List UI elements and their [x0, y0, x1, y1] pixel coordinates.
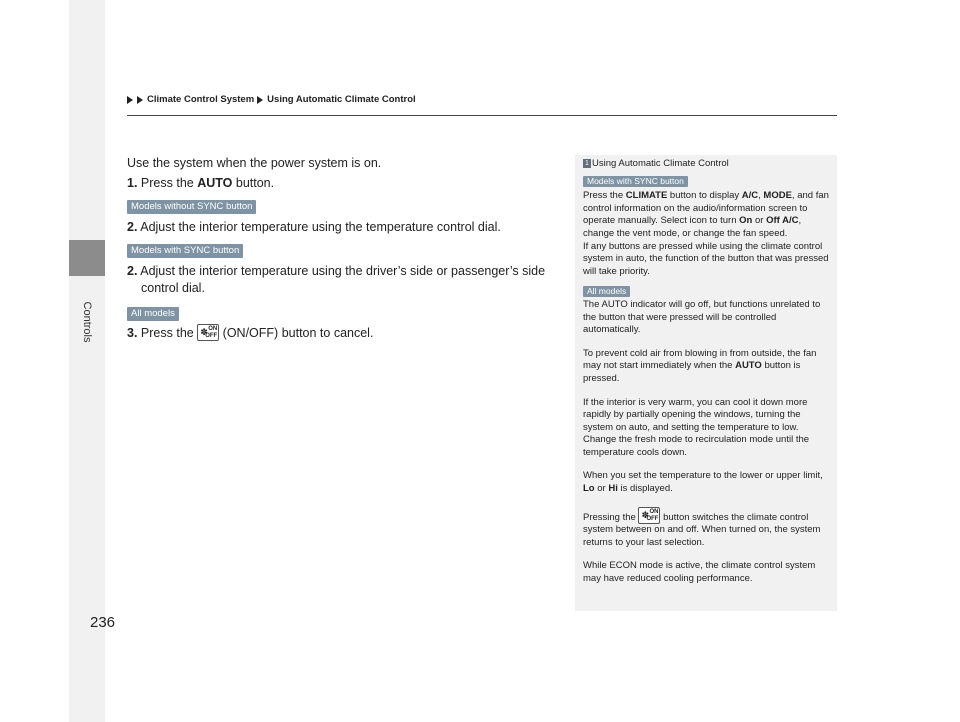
- breadcrumb: [127, 94, 416, 105]
- header-rule: [127, 115, 837, 116]
- models-badge: All models: [583, 286, 630, 297]
- models-badge: All models: [127, 307, 179, 321]
- side-tab-marker: [69, 240, 105, 276]
- note-paragraph: When you set the temperature to the lower or upper limit, Lo or Hi is displayed.: [583, 470, 823, 495]
- note-title: 1 Using Automatic Climate Control: [583, 158, 829, 171]
- on-off-button-icon: ✽ ON OFF: [197, 324, 219, 341]
- breadcrumb-arrow-icon: [127, 96, 133, 104]
- note-paragraph: If the interior is very warm, you can cool it down more rapidly by partially opening the windows, turning the system on auto, and setting the temperature to low. Change the fresh mode to recirculation mode until the temperature cools down.: [583, 396, 810, 458]
- note-paragraph: While ECON mode is active, the climate control system may have reduced cooling performance.: [583, 560, 816, 585]
- step-3: 3. Press the ✽ ON OFF (ON/OFF) button to cancel.: [127, 326, 374, 340]
- main-content: [127, 155, 567, 342]
- note-paragraph: If any buttons are pressed while using the climate control system in auto, the function of the button that was pressed will take priority.: [583, 240, 829, 277]
- step-1: 1. Press the AUTO button.: [127, 176, 275, 190]
- breadcrumb-arrow-icon: [137, 96, 143, 104]
- note-paragraph: The AUTO indicator will go off, but functions unrelated to the button that were pressed will be controlled automatically.: [583, 298, 821, 336]
- models-badge: Models without SYNC button: [127, 200, 256, 214]
- note-paragraph: Press the CLIMATE button to display A/C, MODE, and fan control information on the audio/information screen to operate manually. Select icon to turn On or Off A/C, change the vent mode, or change the fan speed.: [583, 190, 829, 239]
- on-off-button-icon: ✽ ON OFF: [638, 507, 660, 524]
- fan-icon: ✽: [200, 327, 208, 337]
- breadcrumb-item[interactable]: Using Automatic Climate Control: [267, 94, 416, 105]
- note-paragraph: Pressing the ✽ ON OFF button switches the climate control system between on and off. When turned on, the system returns to your last selection.: [583, 508, 821, 548]
- side-note: [575, 155, 837, 611]
- models-badge: Models with SYNC button: [127, 244, 243, 258]
- page-number: 236: [90, 614, 116, 631]
- step-2b: 2. Adjust the interior temperature using the driver’s side or passenger’s side control dial.: [127, 264, 546, 295]
- breadcrumb-item[interactable]: Climate Control System: [147, 94, 255, 105]
- models-badge: Models with SYNC button: [583, 176, 688, 187]
- breadcrumb-arrow-icon: [257, 96, 263, 104]
- step-2a: 2. Adjust the interior temperature using the temperature control dial.: [127, 220, 501, 234]
- section-label: Controls: [81, 301, 93, 343]
- fan-icon: ✽: [641, 509, 649, 520]
- note-paragraph: To prevent cold air from blowing in from outside, the fan may not start immediately when the AUTO button is pressed.: [583, 347, 817, 384]
- intro-text: Use the system when the power system is on.: [127, 156, 382, 170]
